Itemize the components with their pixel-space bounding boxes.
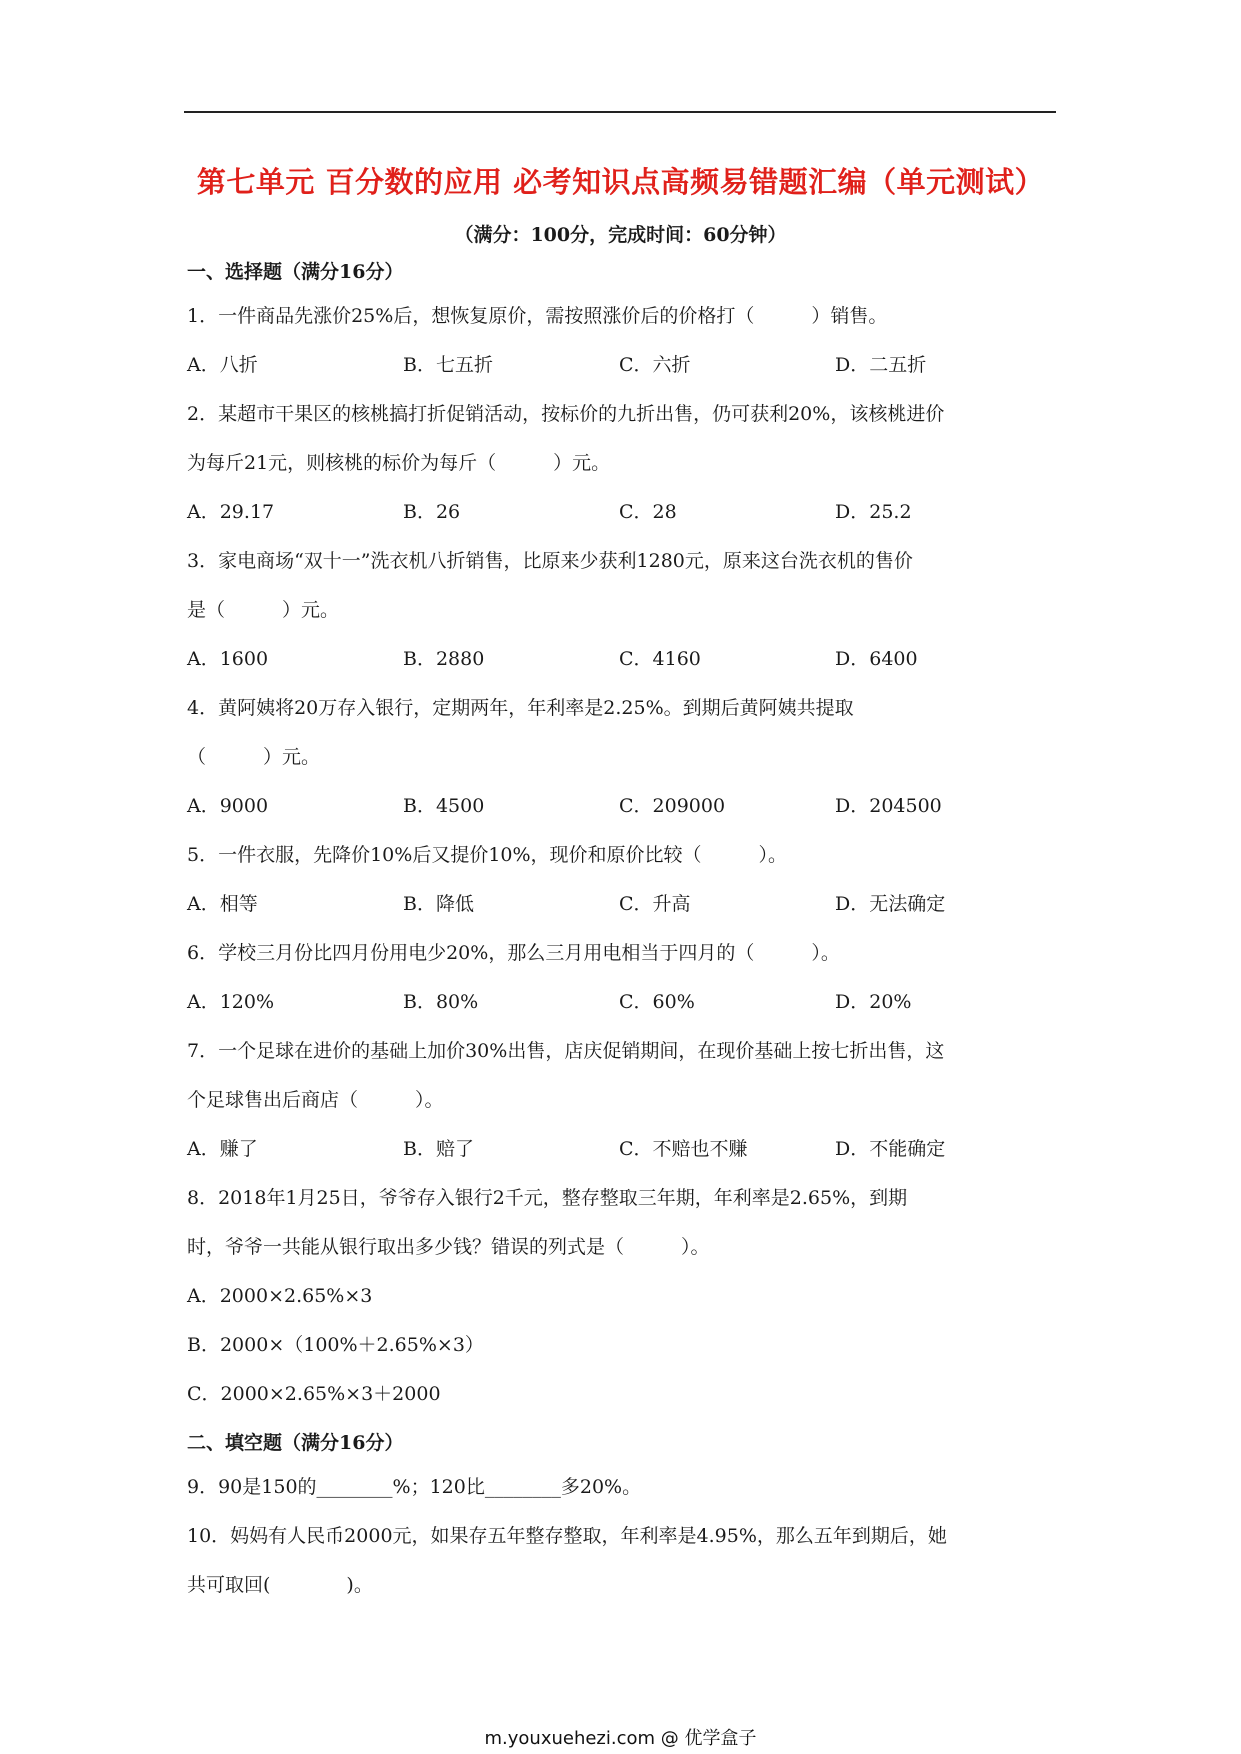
option-b: B．赔了 — [403, 1138, 474, 1160]
page-title: 第七单元 百分数的应用 必考知识点高频易错题汇编（单元测试） — [196, 165, 1045, 199]
question-9: 9．90是150的________%；120比________多20%。 — [187, 1476, 642, 1498]
question-5: 5．一件衣服，先降价10%后又提价10%，现价和原价比较（ ）。 — [187, 844, 788, 866]
question-8-option-a: A．2000×2.65%×3 — [187, 1285, 373, 1307]
option-a: A．9000 — [187, 795, 269, 817]
option-b: B．降低 — [403, 893, 474, 915]
option-a: A．相等 — [187, 893, 258, 915]
question-8-line-2: 时，爷爷一共能从银行取出多少钱？错误的列式是（ ）。 — [187, 1236, 710, 1258]
question-2-line-2: 为每斤21元，则核桃的标价为每斤（ ）元。 — [187, 452, 611, 474]
option-c: C．4160 — [619, 648, 701, 670]
section-heading-choice: 一、选择题（满分16分） — [187, 261, 404, 283]
question-content — [187, 258, 1057, 1620]
question-3-line-1: 3．家电商场“双十一”洗衣机八折销售，比原来少获利1280元，原来这台洗衣机的售价 — [187, 550, 913, 572]
option-b: B．4500 — [403, 795, 485, 817]
question-7-line-2: 个足球售出后商店（ ）。 — [187, 1089, 444, 1111]
option-a: A．1600 — [187, 648, 269, 670]
question-1-options — [187, 351, 1057, 379]
question-6: 6．学校三月份比四月份用电少20%，那么三月用电相当于四月的（ ）。 — [187, 942, 840, 964]
option-a: A．八折 — [187, 354, 258, 376]
question-1: 1．一件商品先涨价25%后，想恢复原价，需按照涨价后的价格打（ ）销售。 — [187, 305, 888, 327]
option-b: B．七五折 — [403, 354, 493, 376]
option-a: A．29.17 — [187, 501, 275, 523]
question-8-option-c: C．2000×2.65%×3＋2000 — [187, 1383, 441, 1405]
option-c: C．209000 — [619, 795, 726, 817]
question-8-option-b: B．2000×（100%＋2.65%×3） — [187, 1334, 484, 1356]
question-4-line-2: （ ）元。 — [187, 746, 321, 768]
option-d: D．25.2 — [835, 501, 912, 523]
question-4-line-1: 4．黄阿姨将20万存入银行，定期两年，年利率是2.25%。到期后黄阿姨共提取 — [187, 697, 854, 719]
option-c: C．60% — [619, 991, 695, 1013]
header-rule — [184, 111, 1056, 113]
option-b: B．2880 — [403, 648, 485, 670]
question-8-line-1: 8．2018年1月25日，爷爷存入银行2千元，整存整取三年期，年利率是2.65%，到期 — [187, 1187, 908, 1209]
option-a: A．赚了 — [187, 1138, 258, 1160]
option-d: D．不能确定 — [835, 1138, 946, 1160]
option-b: B．80% — [403, 991, 479, 1013]
option-a: A．120% — [187, 991, 275, 1013]
question-7-options — [187, 1135, 1057, 1163]
question-3-options — [187, 645, 1057, 673]
question-4-options — [187, 792, 1057, 820]
option-c: C．六折 — [619, 354, 691, 376]
option-c: C．不赔也不赚 — [619, 1138, 748, 1160]
question-3-line-2: 是（ ）元。 — [187, 599, 340, 621]
question-5-options — [187, 890, 1057, 918]
footer-watermark: m.youxuehezi.com @ 优学盒子 — [484, 1728, 757, 1749]
option-c: C．28 — [619, 501, 677, 523]
option-d: D．204500 — [835, 795, 942, 817]
page-subtitle: （满分：100分，完成时间：60分钟） — [454, 224, 787, 246]
option-d: D．二五折 — [835, 354, 927, 376]
question-10-line-1: 10．妈妈有人民币2000元，如果存五年整存整取，年利率是4.95%，那么五年到期后，她 — [187, 1525, 947, 1547]
question-10-line-2: 共可取回( )。 — [187, 1574, 373, 1596]
option-d: D．无法确定 — [835, 893, 946, 915]
section-heading-fill: 二、填空题（满分16分） — [187, 1432, 404, 1454]
option-d: D．6400 — [835, 648, 918, 670]
option-b: B．26 — [403, 501, 461, 523]
question-7-line-1: 7．一个足球在进价的基础上加价30%出售，店庆促销期间，在现价基础上按七折出售，这 — [187, 1040, 945, 1062]
question-2-options — [187, 498, 1057, 526]
option-d: D．20% — [835, 991, 912, 1013]
question-6-options — [187, 988, 1057, 1016]
option-c: C．升高 — [619, 893, 691, 915]
question-2-line-1: 2．某超市干果区的核桃搞打折促销活动，按标价的九折出售，仍可获利20%，该核桃进价 — [187, 403, 945, 425]
